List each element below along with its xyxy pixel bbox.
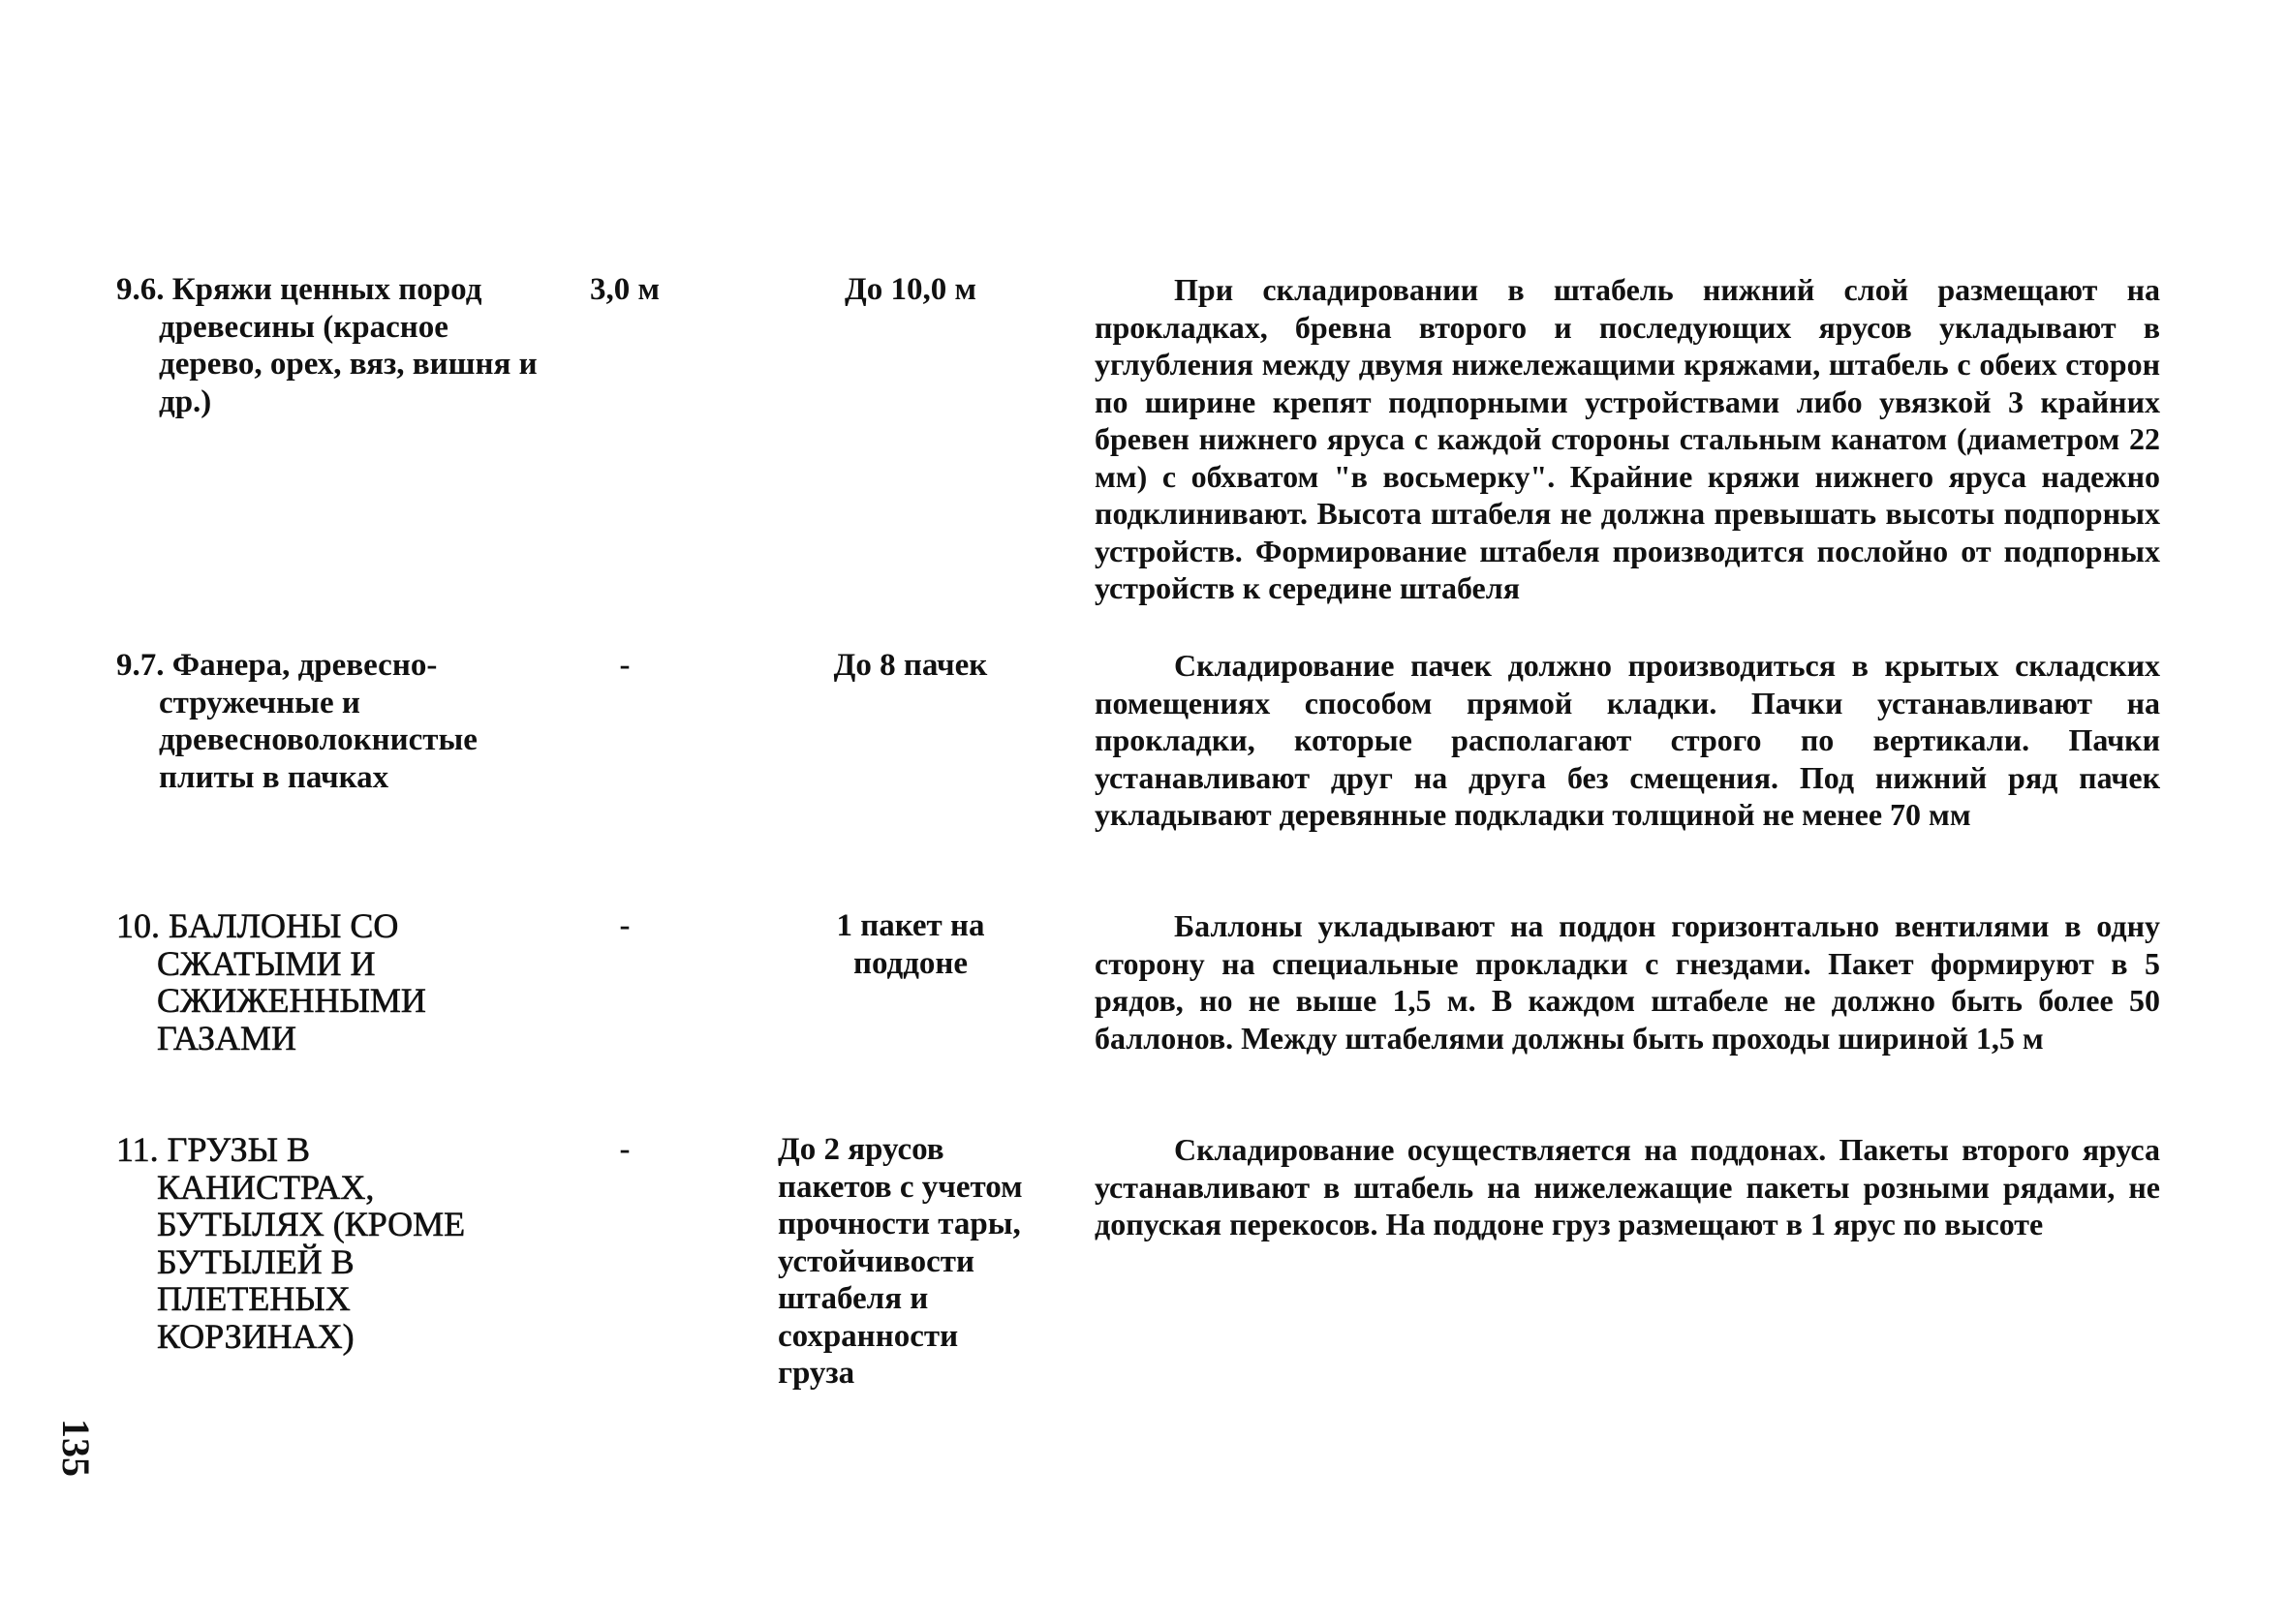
page-number: 135 <box>54 1419 98 1477</box>
stack-height: - <box>619 1132 631 1167</box>
storage-description: При складировании в штабель нижний слой размещают на прокладках, бревна второго и последующих ярусов укладывают в углубления между двумя нижележащими кряжами, штабель с обеих сторон по ширине крепят подпорными устройствами либо увязкой 3 крайних бревен нижнего яруса с каждой стороны стальным канатом (диаметром 22 мм) с обхватом "в восьмерку". Крайние кряжи нижнего яруса надежно подклинивают. Высота штабеля не должна превышать высоты подпорных устройств. Формирование штабеля производится послойно от подпорных устройств к середине штабеля <box>1095 272 2160 605</box>
storage-description: Баллоны укладывают на поддон горизонтально вентилями в одну сторону на специальные прокладки с гнездами. Пакет формируют в 5 рядов, но не выше 1,5 м. В каждом штабеле не должно быть более 50 баллонов. Между штабелями должны быть проходы шириной 1,5 м <box>1095 908 2160 1056</box>
stack-limit: До 2 ярусов пакетов с учетом прочности тары, устойчивости штабеля и сохранности груза <box>778 1132 1023 1391</box>
cargo-name: 9.7. Фанера, древесно-стружечные и древесноволокнистые плиты в пачках <box>116 648 478 795</box>
storage-description: Складирование осуществляется на поддонах. Пакеты второго яруса устанавливают в штабель на нижележащие пакеты розными рядами, не допуская перекосов. На поддоне груз размещают в 1 ярус по высоте <box>1095 1132 2160 1241</box>
stack-limit: До 8 пачек <box>833 648 988 683</box>
storage-description: Складирование пачек должно производиться в крытых складских помещениях способом прямой кладки. Пачки устанавливают на прокладки, которые располагают строго по вертикали. Пачки устанавливают друг на друга без смещения. Под нижний ряд пачек укладывают деревянные подкладки толщиной не менее 70 мм <box>1095 648 2160 832</box>
stack-limit: 1 пакет на поддоне <box>836 908 985 981</box>
cargo-name: 10. БАЛЛОНЫ СО СЖАТЫМИ И СЖИЖЕННЫМИ ГАЗАМИ <box>116 906 426 1057</box>
stack-limit: До 10,0 м <box>845 272 976 307</box>
cargo-name: 9.6. Кряжи ценных пород древесины (красное дерево, орех, вяз, вишня и др.) <box>116 272 538 419</box>
stack-height: - <box>619 908 631 943</box>
cargo-name: 11. ГРУЗЫ В КАНИСТРАХ, БУТЫЛЯХ (КРОМЕ БУТЫЛЕЙ В ПЛЕТЕНЫХ КОРЗИНАХ) <box>116 1130 466 1356</box>
stack-height: - <box>619 648 631 683</box>
stack-height: 3,0 м <box>590 272 660 307</box>
